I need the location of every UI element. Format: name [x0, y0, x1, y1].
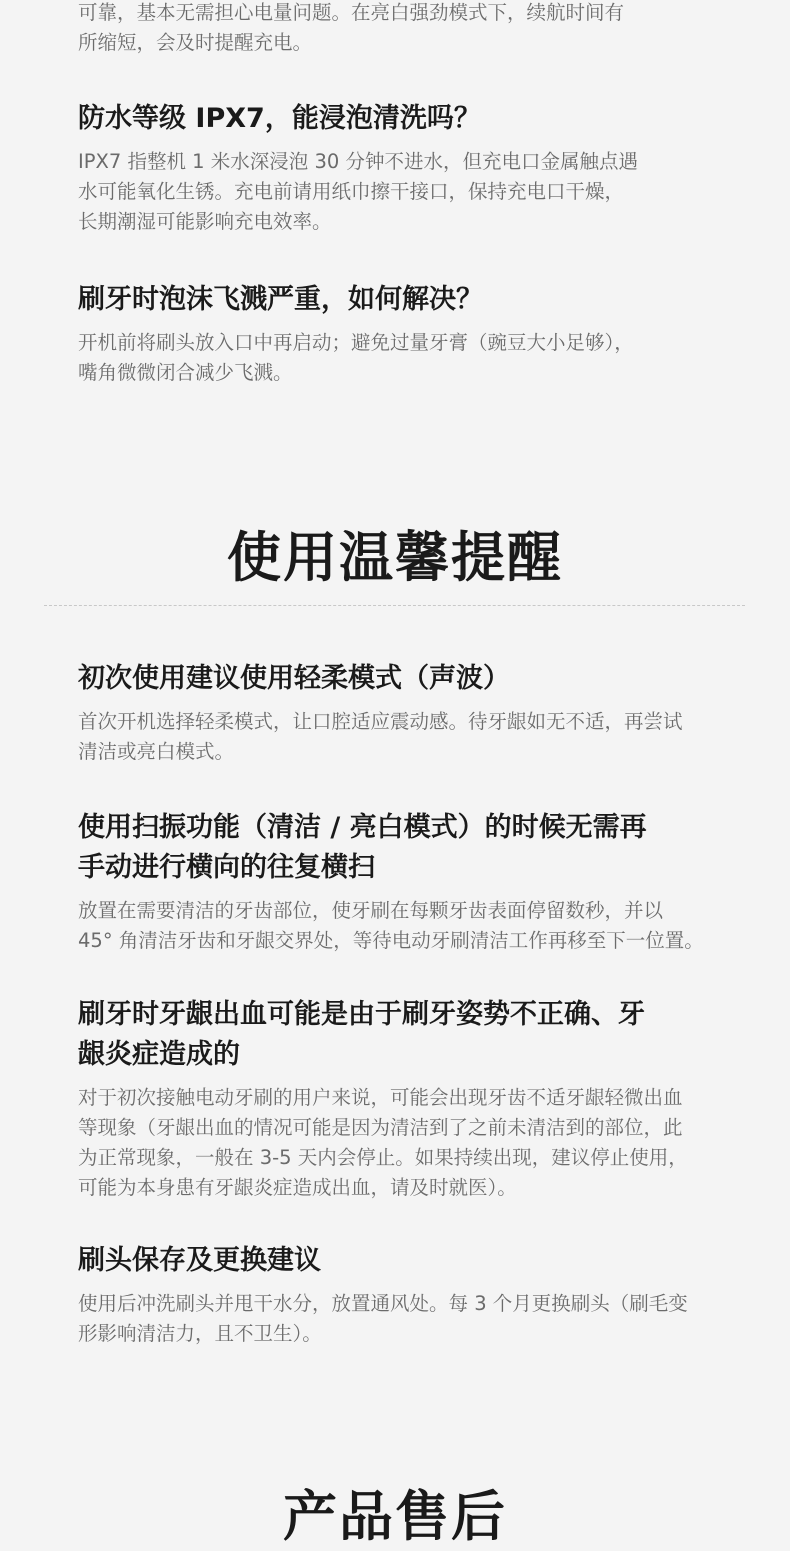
- tip-item: [78, 1241, 718, 1349]
- tip-heading: 刷头保存及更换建议: [78, 1245, 321, 1276]
- faq-intro-text: 可靠，基本无需担心电量问题。在亮白强劲模式下，续航时间有 所缩短，会及时提醒充电。: [78, 1, 625, 54]
- tip-text: 放置在需要清洁的牙齿部位，使牙刷在每颗牙齿表面停留数秒，并以 45° 角清洁牙齿和牙龈交界处，等待电动牙刷清洁工作再移至下一位置。: [78, 899, 704, 952]
- tip-item: [78, 808, 718, 956]
- faq-item: [78, 99, 718, 237]
- tip-heading: 刷牙时牙龈出血可能是由于刷牙姿势不正确、牙 龈炎症造成的: [78, 999, 645, 1070]
- tip-heading: 使用扫振功能（清洁 / 亮白模式）的时候无需再 手动进行横向的往复横扫: [78, 812, 647, 883]
- section-divider: [44, 605, 745, 606]
- faq-intro: [78, 0, 718, 58]
- section-title-after-sales: 产品售后: [283, 1485, 507, 1548]
- faq-question: 刷牙时泡沫飞溅严重，如何解决？: [78, 284, 483, 315]
- tip-text: 对于初次接触电动牙刷的用户来说，可能会出现牙齿不适牙龈轻微出血 等现象（牙龈出血的情况可能是因为清洁到了之前未清洁到的部位，此 为正常现象，一般在 3-5 天内会停止。如果持续出现，建议停止使用， 可能为本身患有牙龈炎症造成出血，请及时就医）。: [78, 1086, 688, 1199]
- tip-text: 首次开机选择轻柔模式，让口腔适应震动感。待牙龈如无不适，再尝试 清洁或亮白模式。: [78, 710, 683, 763]
- tip-item: [78, 659, 718, 767]
- tip-item: [78, 995, 718, 1203]
- tip-text: 使用后冲洗刷头并甩干水分，放置通风处。每 3 个月更换刷头（刷毛变 形影响清洁力，且不卫生）。: [78, 1292, 688, 1345]
- section-title-tips: 使用温馨提醒: [227, 526, 563, 589]
- faq-question: 防水等级 IPX7，能浸泡清洗吗？: [78, 103, 481, 134]
- faq-answer: IPX7 指整机 1 米水深浸泡 30 分钟不进水，但充电口金属触点遇 水可能氧化生锈。充电前请用纸巾擦干接口，保持充电口干燥， 长期潮湿可能影响充电效率。: [78, 150, 638, 233]
- faq-item: [78, 280, 718, 388]
- tip-heading: 初次使用建议使用轻柔模式（声波）: [78, 663, 510, 694]
- faq-answer: 开机前将刷头放入口中再启动；避免过量牙膏（豌豆大小足够）， 嘴角微微闭合减少飞溅。: [78, 331, 634, 384]
